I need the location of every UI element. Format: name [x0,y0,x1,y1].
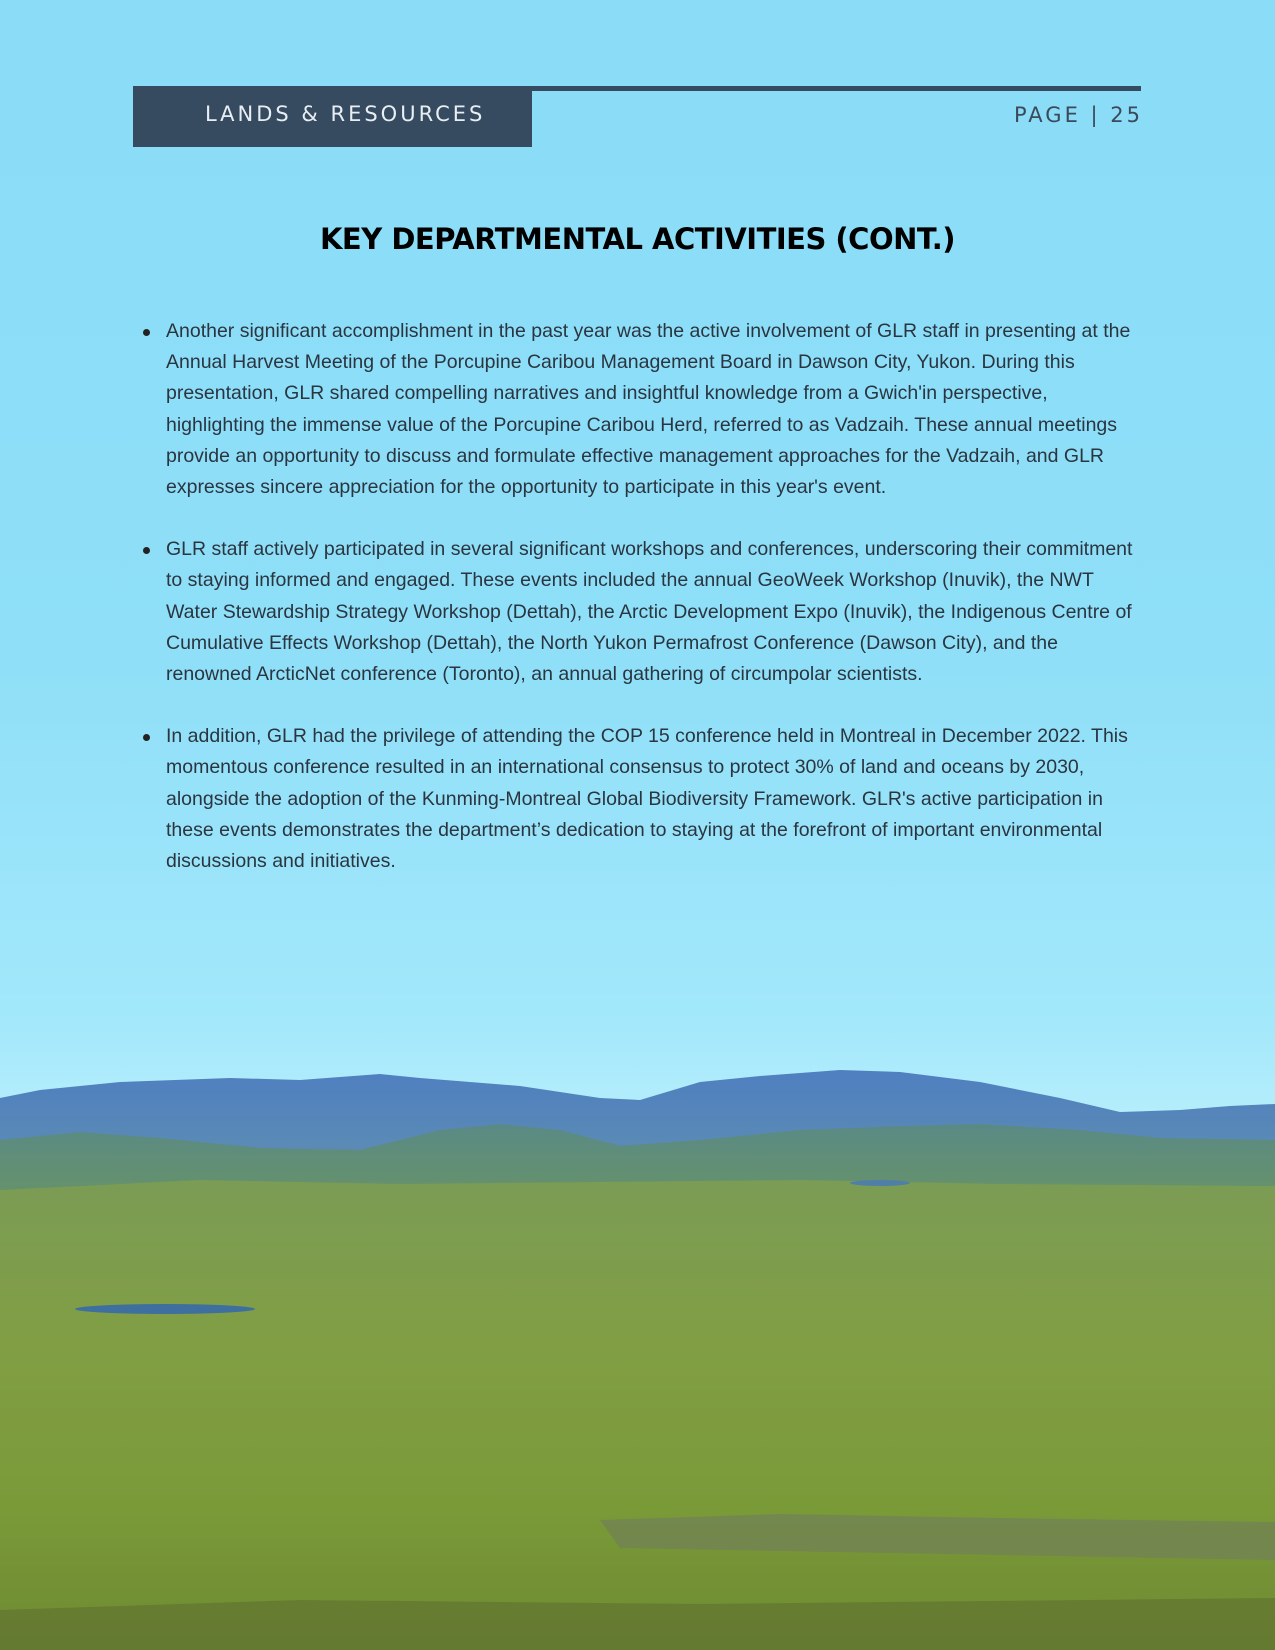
activities-list [143,316,1143,908]
bullet-dot-icon [143,329,150,336]
page-number: PAGE | 25 [1013,103,1143,127]
tundra-plain [0,1180,1275,1650]
page-title: KEY DEPARTMENTAL ACTIVITIES (CONT.) [319,222,956,256]
pond [75,1304,255,1314]
list-item-text: In addition, GLR had the privilege of attending the COP 15 conference held in Montreal in December 2022. This momentous conference resulted in an international consensus to protect 30% of land and oceans by 2030, alongside the adoption of the Kunming-Montreal Global Biodiversity Framework. GLR's active participation in these events demonstrates the department’s dedication to staying at the forefront of important environmental discussions and initiatives. [166,725,1128,873]
list-item-text: Another significant accomplishment in the past year was the active involvement of GLR staff in presenting at the Annual Harvest Meeting of the Porcupine Caribou Management Board in Dawson City, Yukon. During this presentation, GLR shared compelling narratives and insightful knowledge from a Gwich'in perspective, highlighting the immense value of the Porcupine Caribou Herd, referred to as Vadzaih. These annual meetings provide an opportunity to discuss and formulate effective management approaches for the Vadzaih, and GLR expresses sincere appreciation for the opportunity to participate in this year's event. [166,320,1131,499]
section-label: LANDS & RESOURCES [205,102,486,126]
bullet-dot-icon [143,734,150,741]
bullet-dot-icon [143,547,150,554]
list-item [143,721,1143,877]
list-item [143,534,1143,690]
list-item-text: GLR staff actively participated in several significant workshops and conferences, underscoring their commitment to staying informed and engaged. These events included the annual GeoWeek Workshop (Inuvik), the NWT Water Stewardship Strategy Workshop (Dettah), the Arctic Development Expo (Inuvik), the Indigenous Centre of Cumulative Effects Workshop (Dettah), the North Yukon Permafrost Conference (Dawson City), and the renowned ArcticNet conference (Toronto), an annual gathering of circumpolar scientists. [166,538,1133,686]
pond [850,1180,910,1186]
list-item [143,316,1143,503]
foreground-grass [0,1598,1275,1650]
